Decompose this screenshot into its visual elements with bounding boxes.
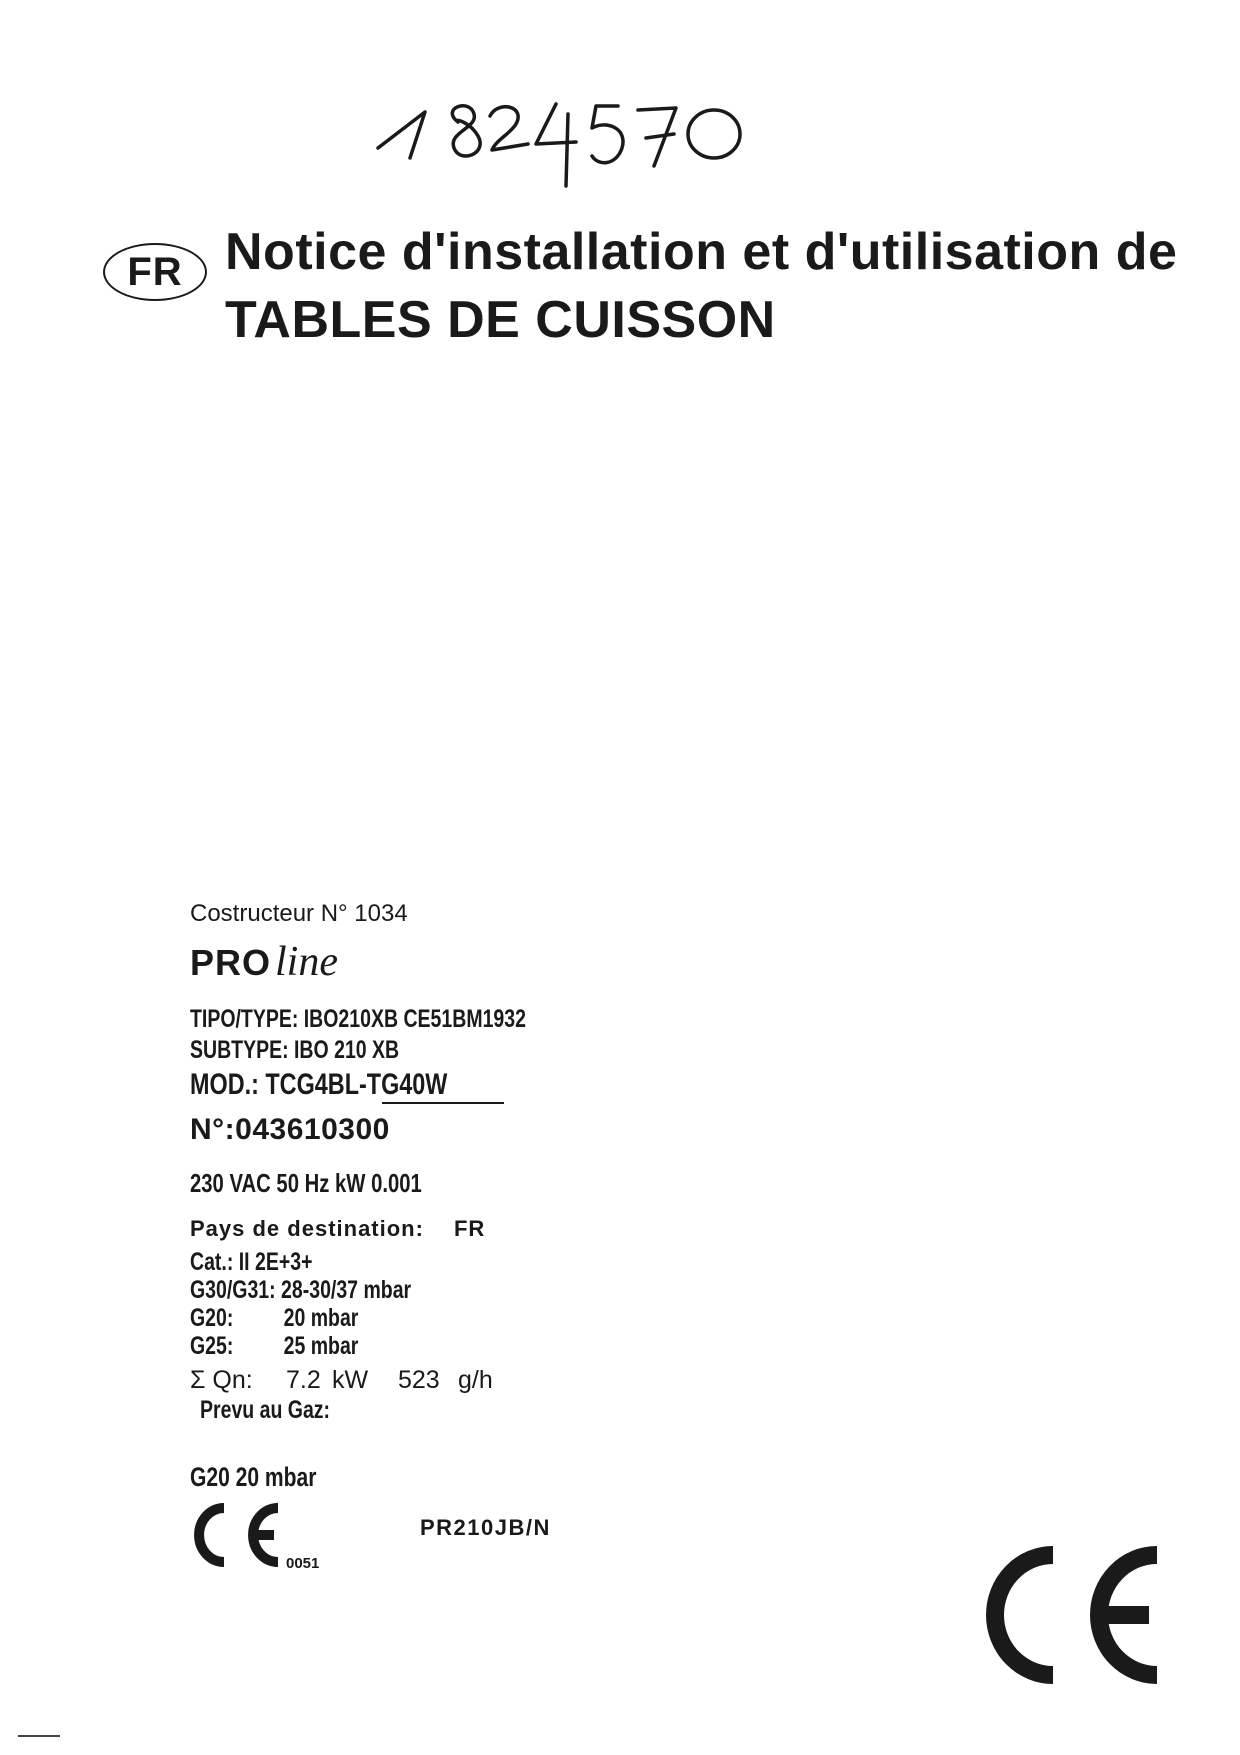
destination-country [190,1216,485,1242]
destination-value: FR [453,1216,486,1241]
destination-label: Pays de destination: [190,1216,424,1241]
document-title-line2: TABLES DE CUISSON [225,291,776,349]
constructor-number: Costructeur N° 1034 [190,900,408,927]
qn-gh-unit: g/h [458,1366,493,1394]
g20-value: 20 mbar [283,1304,359,1332]
qn-gh: 523 [398,1366,440,1394]
nominal-heat-input [190,1366,493,1395]
gas-preset-label: Prevu au Gaz: [200,1396,331,1424]
brand-logo [190,938,338,986]
ce-mark-icon [985,1545,1175,1685]
language-badge-text: FR [127,249,183,294]
subtype: SUBTYPE: IBO 210 XB [190,1036,400,1064]
scan-edge-mark [18,1735,60,1737]
gas-g30-g31: G30/G31: 28-30/37 mbar [190,1276,412,1304]
qn-kw-unit: kW [332,1366,369,1394]
qn-label: Σ Qn: [190,1366,253,1394]
small-ce-mark [190,1500,340,1570]
handwritten-number [370,70,790,190]
g20-label: G20: [190,1304,234,1332]
model-underline [382,1102,504,1104]
electrical-rating: 230 VAC 50 Hz kW 0.001 [190,1168,422,1198]
brand-suffix: line [275,939,338,985]
ce-notified-body: 0051 [286,1555,320,1570]
document-title-line1: Notice d'installation et d'utilisation de [225,223,1178,281]
gas-g25 [190,1332,359,1361]
language-badge [103,243,207,301]
model-number: MOD.: TCG4BL-TG40W [190,1068,448,1101]
product-code: PR210JB/N [420,1515,551,1540]
gas-category: Cat.: II 2E+3+ [190,1248,313,1276]
gas-g20 [190,1304,359,1333]
brand-prefix: PRO [190,942,272,983]
tipo-type: TIPO/TYPE: IBO210XB CE51BM1932 [190,1005,526,1033]
qn-kw: 7.2 [286,1366,321,1394]
g25-label: G25: [190,1332,234,1360]
g25-value: 25 mbar [283,1332,359,1360]
gas-setting: G20 20 mbar [190,1462,317,1492]
serial-number: N°:043610300 [190,1113,390,1146]
